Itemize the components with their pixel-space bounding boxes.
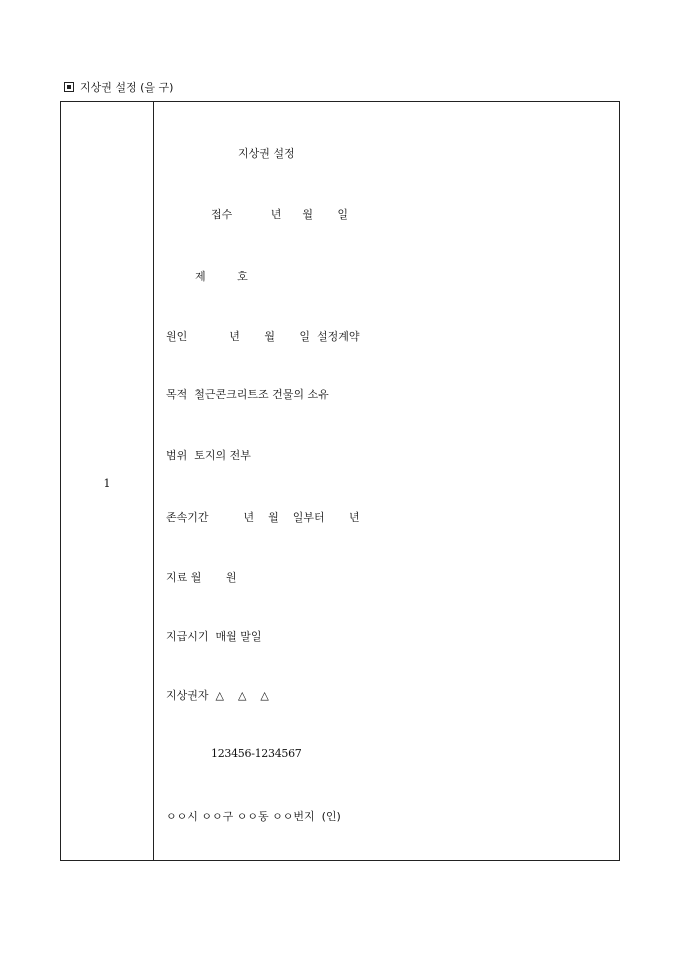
section-heading-text: 지상권 설정 (을 구) [80, 81, 174, 94]
entry-purpose: 목적 철근콘크리트조 건물의 소유 [166, 388, 329, 401]
entry-id-number: 123456-1234567 [211, 747, 302, 760]
square-bullet-icon [64, 82, 74, 92]
entry-cause: 원인 년 월 일 설정계약 [166, 330, 360, 343]
entry-receipt: 접수 년 월 일 [211, 208, 349, 221]
rank-number: 1 [103, 477, 111, 490]
entry-number: 제 호 [195, 270, 248, 283]
entry-holder: 지상권자 △ △ △ [166, 689, 269, 702]
entry-title: 지상권 설정 [238, 147, 295, 160]
entry-scope: 범위 토지의 전부 [166, 449, 251, 462]
section-heading [64, 79, 173, 95]
entry-address: ㅇㅇ시 ㅇㅇ구 ㅇㅇ동 ㅇㅇ번지 (인) [166, 810, 341, 823]
entry-duration: 존속기간 년 월 일부터 년 [166, 511, 360, 524]
entry-payment-time: 지급시기 매월 말일 [166, 630, 262, 643]
entry-rent: 지료 월 원 [166, 571, 237, 584]
register-table [60, 101, 620, 861]
column-divider [153, 102, 154, 860]
